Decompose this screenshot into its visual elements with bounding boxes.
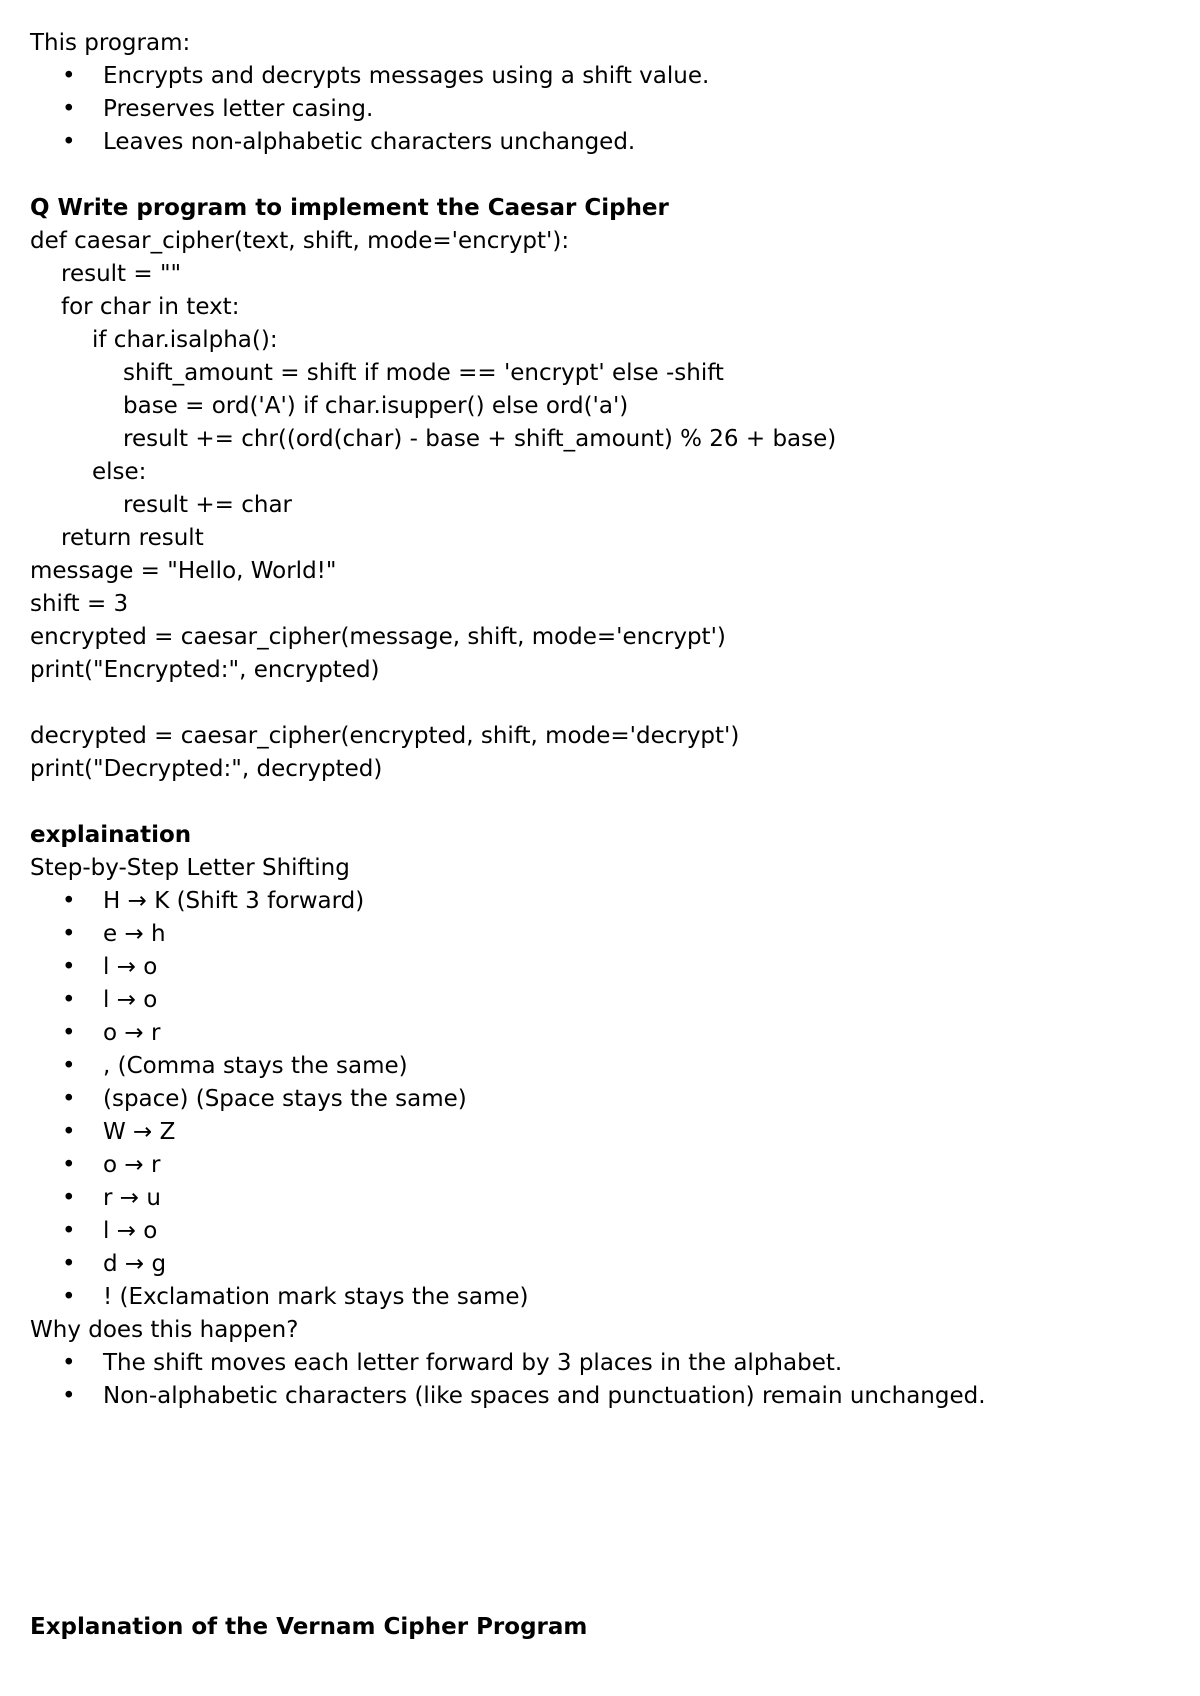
code-line: base = ord('A') if char.isupper() else ord('a') xyxy=(123,393,629,419)
code-line: decrypted = caesar_cipher(encrypted, shift, mode='decrypt') xyxy=(30,723,740,749)
why-bullet: • Non-alphabetic characters (like spaces and punctuation) remain unchanged. xyxy=(30,1380,1170,1413)
intro-bullet: • Preserves letter casing. xyxy=(30,93,1170,126)
code-line: shift_amount = shift if mode == 'encrypt' else -shift xyxy=(123,360,724,386)
intro-bullet: • Encrypts and decrypts messages using a shift value. xyxy=(30,60,1170,93)
code-line: if char.isalpha(): xyxy=(92,327,278,353)
code-block xyxy=(30,225,1170,786)
code-line: message = "Hello, World!" xyxy=(30,558,337,584)
code-line: def caesar_cipher(text, shift, mode='encrypt'): xyxy=(30,228,570,254)
step-item: • l → o xyxy=(30,984,1170,1017)
step-item: • (space) (Space stays the same) xyxy=(30,1083,1170,1116)
why-heading: Why does this happen? xyxy=(30,1317,299,1343)
step-item: • l → o xyxy=(30,951,1170,984)
code-line: result += char xyxy=(123,492,293,518)
code-line: result = "" xyxy=(61,261,182,287)
steps-list xyxy=(30,885,1170,1314)
why-bullet: • The shift moves each letter forward by 3 places in the alphabet. xyxy=(30,1347,1170,1380)
explanation-subheading: Step-by-Step Letter Shifting xyxy=(30,855,350,881)
step-item: • e → h xyxy=(30,918,1170,951)
spacer xyxy=(30,786,1170,819)
vernam-title: Explanation of the Vernam Cipher Program xyxy=(30,1614,588,1640)
step-item: • o → r xyxy=(30,1017,1170,1050)
step-item: • l → o xyxy=(30,1215,1170,1248)
code-line: encrypted = caesar_cipher(message, shift, mode='encrypt') xyxy=(30,624,726,650)
explanation-heading: explaination xyxy=(30,822,192,848)
code-line: result += chr((ord(char) - base + shift_amount) % 26 + base) xyxy=(123,426,837,452)
code-line: print("Encrypted:", encrypted) xyxy=(30,657,380,683)
document-page xyxy=(30,27,1170,1644)
code-line: shift = 3 xyxy=(30,591,129,617)
step-item: • W → Z xyxy=(30,1116,1170,1149)
intro-heading: This program: xyxy=(30,30,191,56)
intro-bullet: • Leaves non-alphabetic characters unchanged. xyxy=(30,126,1170,159)
question-title: Q Write program to implement the Caesar Cipher xyxy=(30,195,669,221)
step-item: • ! (Exclamation mark stays the same) xyxy=(30,1281,1170,1314)
code-line: print("Decrypted:", decrypted) xyxy=(30,756,383,782)
step-item: • H → K (Shift 3 forward) xyxy=(30,885,1170,918)
step-item: • , (Comma stays the same) xyxy=(30,1050,1170,1083)
spacer xyxy=(30,159,1170,192)
code-line: for char in text: xyxy=(61,294,240,320)
spacer xyxy=(30,687,1170,720)
step-item: • o → r xyxy=(30,1149,1170,1182)
code-line: return result xyxy=(61,525,204,551)
step-item: • d → g xyxy=(30,1248,1170,1281)
step-item: • r → u xyxy=(30,1182,1170,1215)
code-line: else: xyxy=(92,459,147,485)
spacer xyxy=(30,1413,1170,1611)
